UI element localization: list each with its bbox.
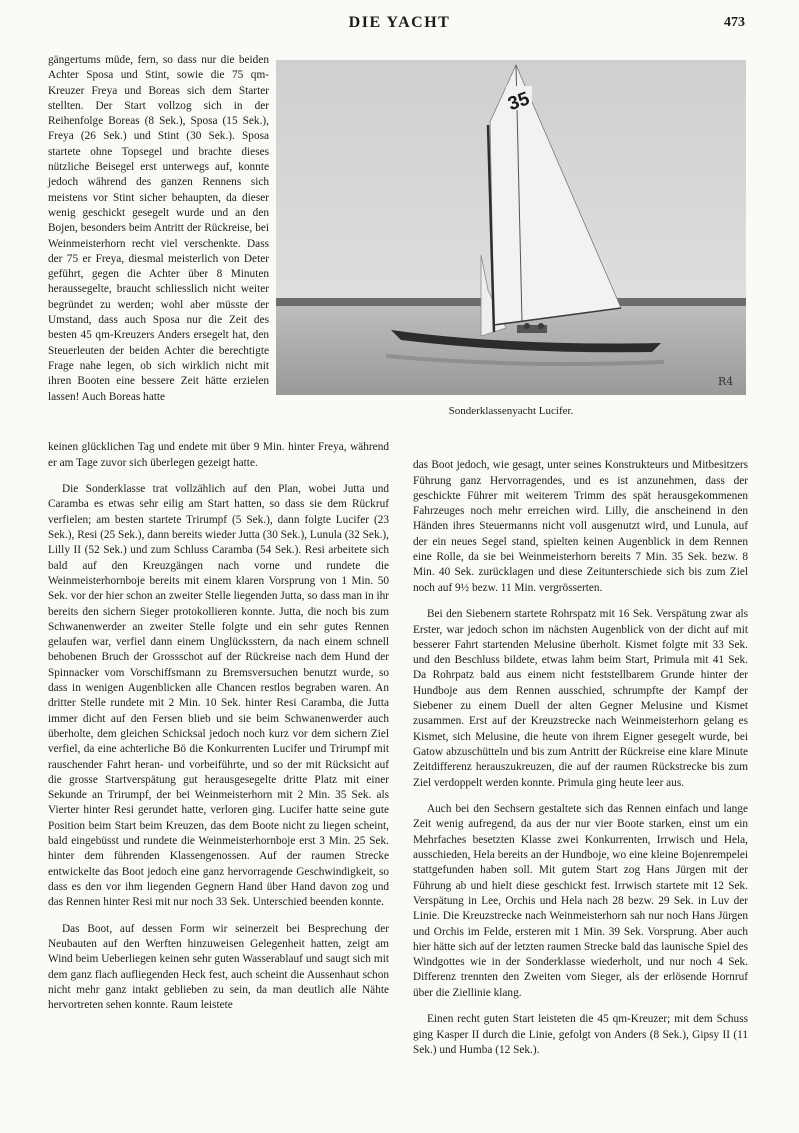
sailboat-photo <box>276 60 746 395</box>
paragraph: Bei den Siebenern startete Rohrspatz mit 16 Sek. Verspätung zwar als Erster, war jedoch schon im nächsten Augenblick von der dicht auf mit besserer Fahrt startenden Melusine überholt. Kismet folgte mit 33 Sek. und den Beschluss bildete, etwas lahm beim Start, Primula mit 41 Sek. Da Rohrpatz bald aus einem nicht feststellbarem Grunde hinter der Hundboje aus dem Rennen ausschied, schrumpfte der Kampf der Siebener zu einem Duell der alten Gegner Melusine und Kismet zusammen. Erst auf der Kreuzstrecke nach Weinmeisterhorn gelang es Kismet, sich Melusine, die heute von ihrem Eigner gesegelt wurde, bei Gatow abzuschütteln und bis zum Antritt der Rückreise eine klare Minute Zeitdifferenz herauszukreuzen, die auf der raumen Rückstrecke bis zum Ziel verdoppelt werden konnte. Primula ging heute leer aus. <box>413 608 748 789</box>
paragraph: das Boot jedoch, wie gesagt, unter seines Konstrukteurs und Mitbesitzers Führung ganz Hervorragendes, und es ist anzunehmen, dass der geschickte Führer mit weiterem Trimm des spät herausgekommenen Fahrzeuges noch mehr erreichen wird. Lilly, die anscheinend in den Händen ihres Steuermanns nicht voll ausgenutzt wird, und Lunula, auf der ein neues Segel stand, spielten keinen Augenblick in dem Rennen eine Rolle, da sie bei Weinmeisterhorn bereits 7 Min. 35 Sek. bezw. 8 Min. 40 Sek. zurücklagen und diese Zeitunterschiede sich bis zum Ziel noch auf 9½ bezw. 11 Min. vergrösserten. <box>413 459 748 594</box>
paragraph: Einen recht guten Start leisteten die 45 qm-Kreuzer; mit dem Schuss ging Kasper II durch die Linie, gefolgt von Anders (8 Sek.), Gipsy II (11 Sek.) und Humba (12 Sek.). <box>413 1013 748 1056</box>
paragraph: Das Boot, auf dessen Form wir seinerzeit bei Besprechung der Neubauten auf den Werften hinzuweisen Gelegenheit hatten, zeigt am Wind beim Ueberliegen keinen sehr guten Wasserablauf und saugt sich mit dem ganz flach aufliegenden Heck fest, auch scheint die Aussenhaut schon nicht mehr ganz intakt geblieben zu sein, da man deutlich alle Nähte hervortreten sehen konnte. Raum leistete <box>48 922 389 1012</box>
paragraph: Auch bei den Sechsern gestaltete sich das Rennen einfach und lange Zeit wenig aufregend, da aus der nur vier Boote starken, einst um ein Mehrfaches besetzten Klasse zwei Konkurrenten, Irrwisch und Hela, ausschieden, Hela bereits an der Hundboje, wo eine kleine Bojenrempelei stattgefunden haben soll. Mit gutem Start zog Hans Jürgen mit der Führung ab und hielt diese geschickt fest. Irrwisch startete mit 12 Sek. Verspätung in Lee, Orchis und Hela nach 28 bezw. 29 Sek. in Luv der Linie. Die Kreuzstrecke nach Weinmeisterhorn sah nur noch Hans Jürgen und Orchis im Felde, ersteren mit 1 Min. 39 Sek. Vorsprung. Aber auch hier hätte sich auf der letzten raumen Strecke bald das launische Spiel des Windgottes wie in der Sonderklasse wiederholt, und nur noch 4 Sek. Differenz trennten den Zweiten vom Sieger, als der erlösende Hornruf über die Ziellinie klang. <box>413 803 748 999</box>
lower-left-column <box>48 429 389 1025</box>
page-number: 473 <box>724 15 745 30</box>
photo-monogram: R4 <box>718 375 734 388</box>
photo-caption: Sonderklassenyacht Lucifer. <box>448 405 574 417</box>
sail-number: 35 <box>505 88 533 116</box>
lower-right-column <box>413 447 748 1069</box>
paragraph: Die Sonderklasse trat vollzählich auf den Plan, wobei Jutta und Caramba es etwas sehr eilig am Start hatten, so dass sie dem Rückruf verfielen; am besten startete Trirumpf (5 Sek.), dann folgte Lucifer (23 Sek.), Resi (25 Sek.), dann bereits wieder Jutta (30 Sek.), Lunula (32 Sek.), Lilly II (52 Sek.) und zum Schluss Caramba (54 Sek.). Resi arbeitete sich bald auf den Kreuzgängen nach vorne und rundete die Weinmeisterhornboje bereits mit einem klaren Vorsprung von 1 Min. 50 Sek. vor der hier schon an zweiter Stelle liegenden Jutta, so dass man in ihr bereits den sichern Sieger protokollieren konnte. Jutta, die noch bis zum Schwanenwerder an zweiter Stelle folgte und ein sehr gutes Rennen gelaufen war, verfiel dann einem Unglücksstern, da nach einem schnell behobenen Bruch der Grossschot auf der Rückreise nach dem Hund der Spinnacker vom Vorschiffsmann zu Bremsversuchen benutzt wurde, so dass in wenigen Augenblicken alle Chancen restlos begraben waren. An dritter Stelle rundete mit 2 Min. 10 Sek. hinter Resi Caramba, die Jutta immer dicht auf den Fersen blieb und sie beim Schwanenwerder auch überholte, dem gleichen Schicksal jedoch noch kurz vor dem sichern Ziel verfiel, da eine achterliche Bö die Konkurrenten Lucifer und Trirumpf mit rauschender Fahrt heran- und vorbeiführte, und so der mit Rücksicht auf die grosse Startverspätung gut herausgesegelte dritte Platz mit einer Sekunde an Trirumpf, der bei Weinmeisterhorn mit 2 Min. 35 Sek. als Vierter hinter Resi gerundet hatte, verloren ging. Lucifer hatte seine gute Position beim Start beim Kreuzen, das dem Boote nicht zu liegen scheint, bald eingebüsst und rundete die Weinmeisterhornboje erst 3 Min. 25 Sek. hinter dem führenden Klassengenossen. Auf der raumen Strecke entwickelte das Boot jedoch eine ganz hervorragende Geschwindigkeit, so dass es den vor ihm liegenden Gegnern Hand über Hand davon zog und das Rennen hinter Resi mit nur noch 33 Sek. Unterschied beenden konnte. <box>48 483 389 909</box>
page-header <box>0 14 799 38</box>
paragraph: keinen glücklichen Tag und endete mit über 9 Min. hinter Freya, während er am Tage zuvor sich überlegen gezeigt hatte. <box>48 441 389 469</box>
journal-title: DIE YACHT <box>348 14 451 31</box>
left-column-text: gängertums müde, fern, so dass nur die beiden Achter Sposa und Stint, sowie die 75 qm-Kreuzer Freya und Boreas sich dem Starter stellten. Der Start vollzog sich in der Reihenfolge Boreas (8 Sek.), Sposa (15 Sek.), Freya (26 Sek.) und Stint (30 Sek.). Sposa startete ohne Topsegel und brachte dieses nützliche Beisegel erst unterwegs auf, konnte jedoch während des ganzen Rennens sich meistens vor Stint sicher behaupten, da dieser wenig geschickt gesegelt wurde und an den Bojen, besonders beim Antritt der Rückreise, bei Weinmeisterhorn recht viel verschenkte. Dass der 75 er Freya, diesmal meisterlich von Deter geführt, gegen die Achter über 8 Minuten heraussegelte, braucht schliesslich nicht weiter begründet zu werden; wohl aber müsste der Umstand, dass auch Sposa nur die Zeit des besten 45 qm-Kreuzers Anders ersegelt hat, den Steuerleuten der beiden Achter die berechtigte Frage nahe legen, ob sich wirklich nicht mit ihren Booten eine bessere Zeit hätte erzielen lassen! Auch Boreas hatte <box>48 54 269 403</box>
